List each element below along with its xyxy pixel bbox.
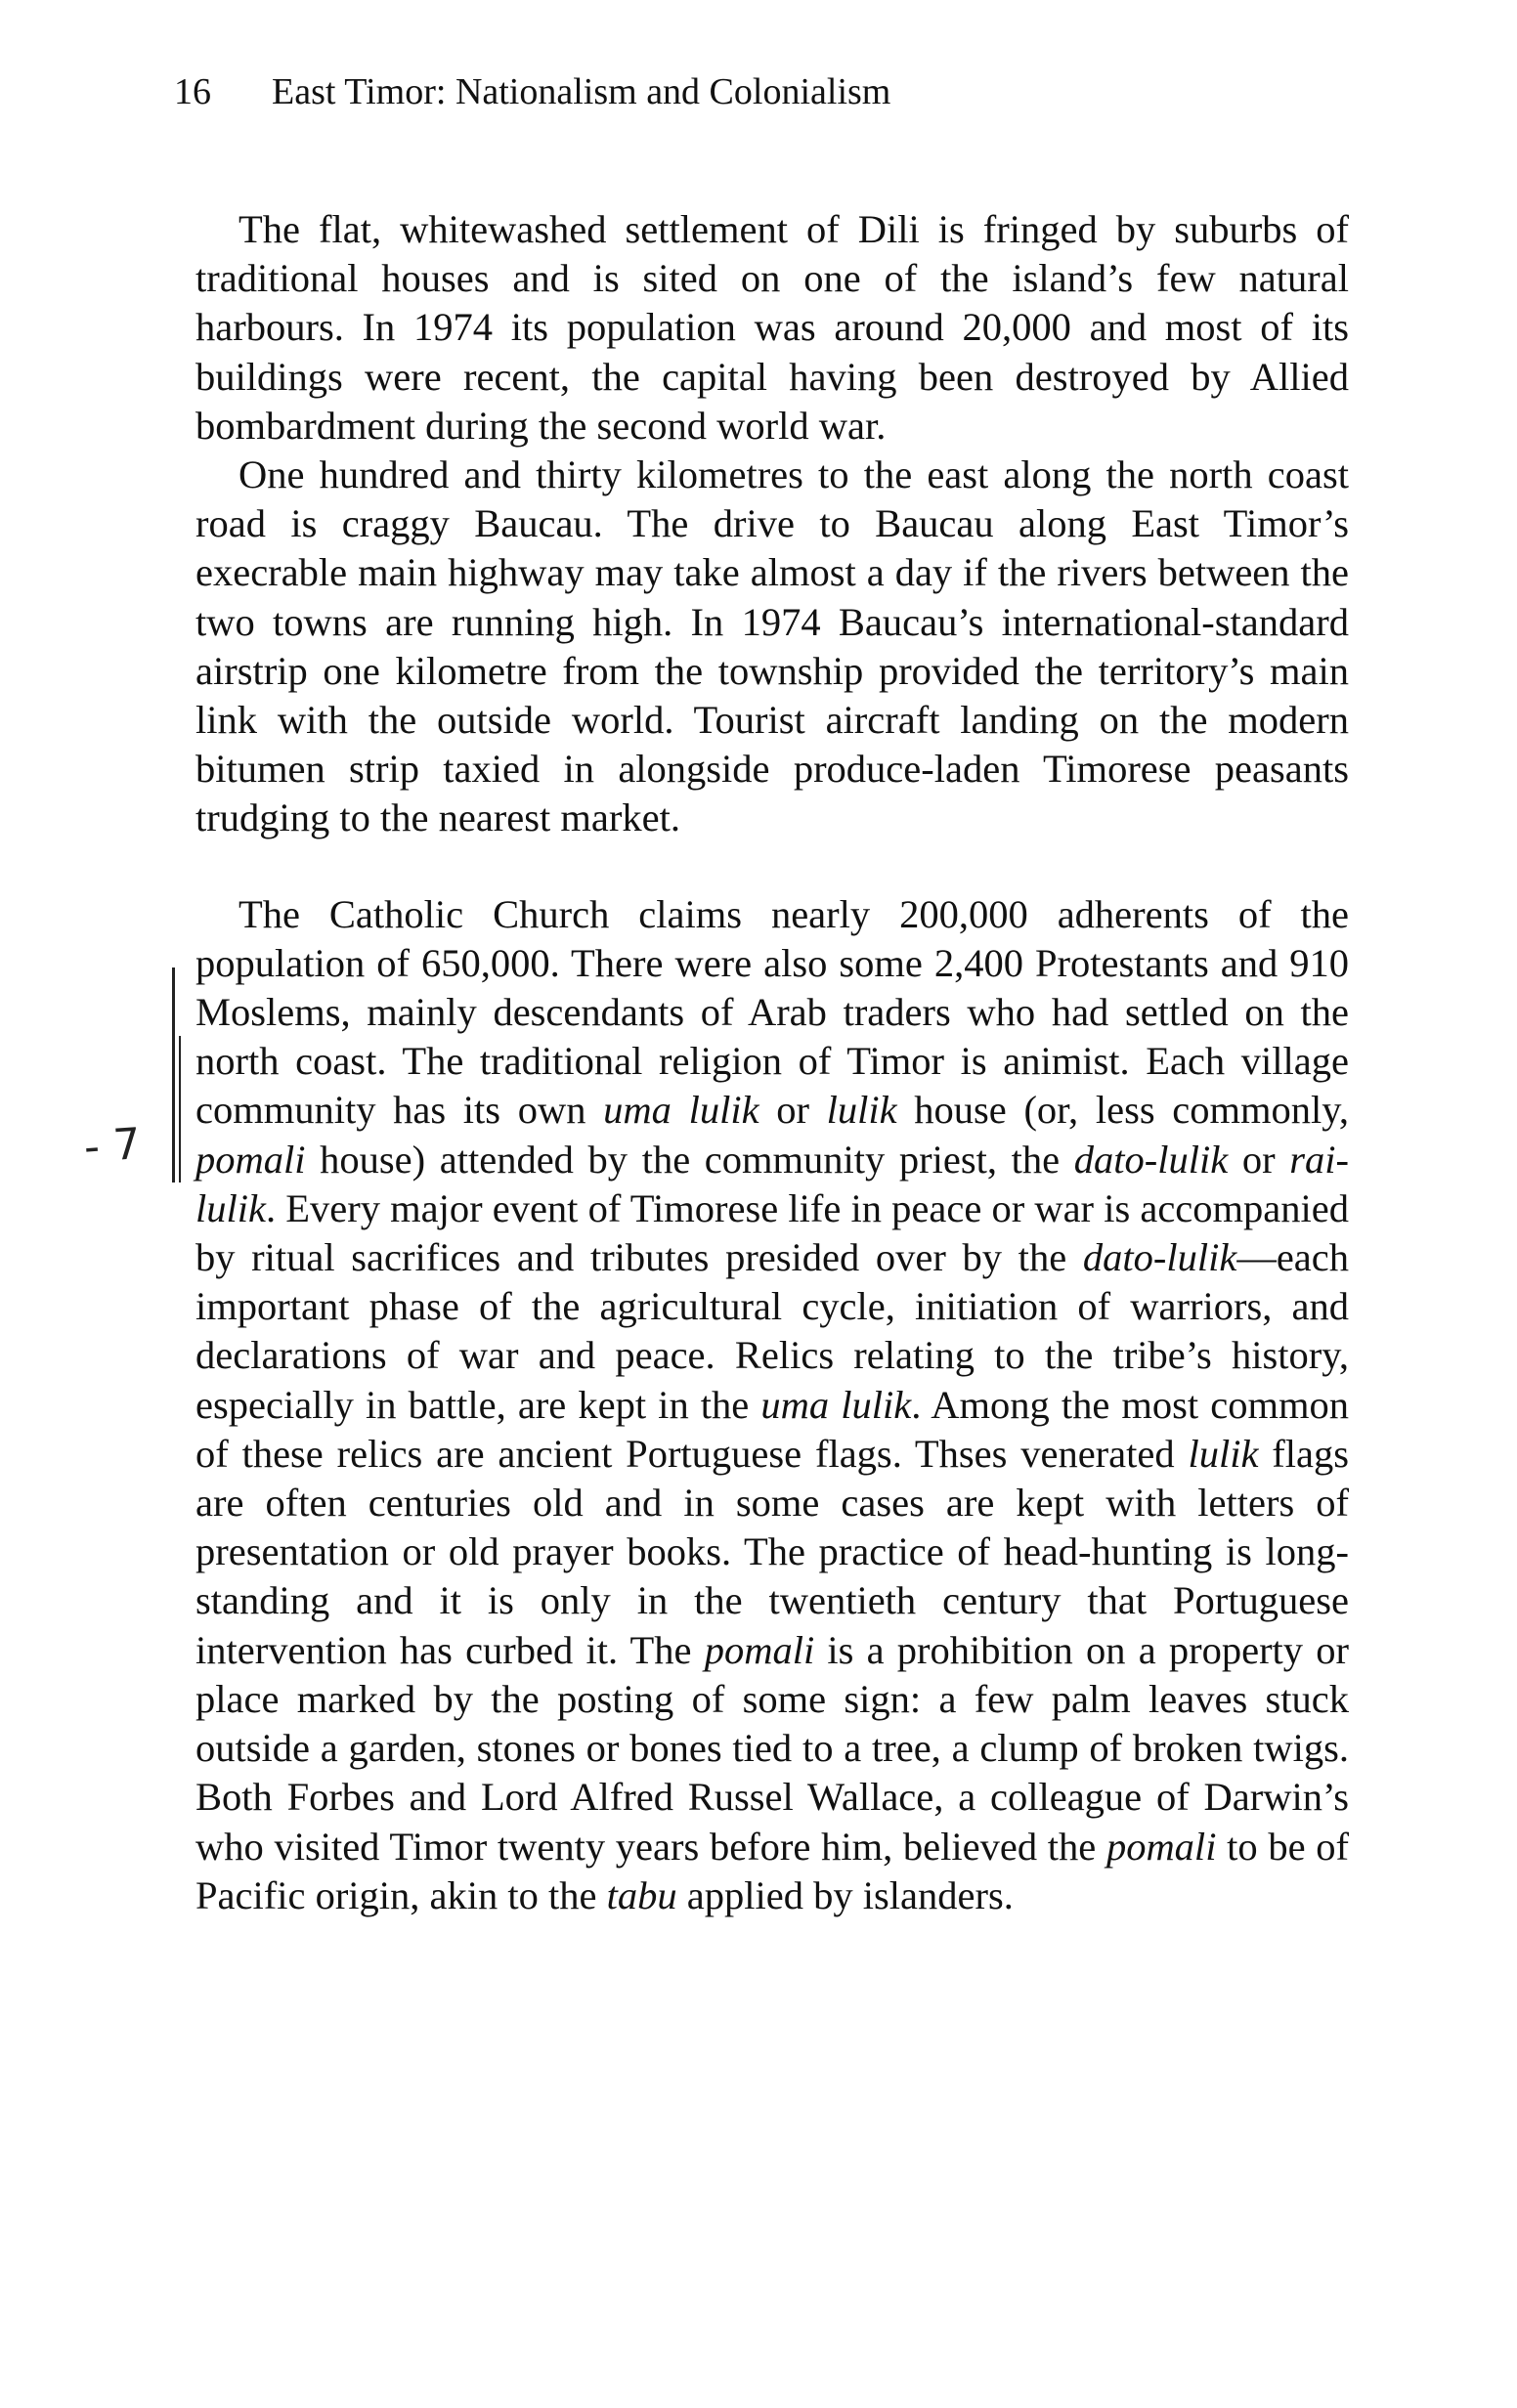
paragraph-religion (195, 890, 1349, 1920)
italic-term: rai-lulik (195, 1137, 1349, 1230)
text-run: is a prohibition on a property or place marked by the posting of some sign: a few palm leaves stuck outside a garden, stones or bones tied to a tree, a clump of broken twigs. Both Forbes and Lord Alfred Russel Wallace, a colleague of Darwin’s who visited Timor twenty years before him, believed the (195, 1627, 1349, 1869)
text-run: The Catholic Church claims nearly 200,000 adherents of the population of 650,000. There were also some 2,400 Protestants and 910 Moslems, mainly descendants of Arab traders who had settled on the north coast. The traditional religion of Timor is animist. Each village community has its own (195, 891, 1349, 1133)
italic-term: uma lulik (760, 1382, 912, 1427)
running-head (174, 68, 890, 115)
italic-term: uma lulik (603, 1088, 759, 1133)
italic-term: pomali (195, 1137, 306, 1182)
text-run: . Among the most common of these relics are ancient Portuguese flags. Thses venerated (195, 1382, 1349, 1476)
italic-term: pomali (1105, 1824, 1217, 1869)
text-run: . Every major event of Timorese life in peace or war is accompanied by ritual sacrifices and tributes presided over by the (195, 1185, 1349, 1280)
paragraph-dili: The flat, whitewashed settlement of Dili is fringed by suburbs of traditional houses and is sited on one of the island’s few natural harbours. In 1974 its population was around 20,000 and most of its buildings were recent, the capital having been destroyed by Allied bombardment during the second world war. (195, 207, 1349, 448)
italic-term: dato-lulik (1082, 1235, 1237, 1280)
italic-term: pomali (704, 1627, 815, 1672)
text-run: —each important phase of the agricultural cycle, initiation of warriors, and declarations of war and peace. Relics relating to the tribe’s history, especially in battle, are kept in the (195, 1235, 1349, 1427)
paragraph-baucau: One hundred and thirty kilometres to the east along the north coast road is craggy Baucau. The drive to Baucau along East Timor’s execrable main highway may take almost a day if the rivers between the two towns are running high. In 1974 Baucau’s international-standard airstrip one kilometre from the township provided the territory’s main link with the outside world. Tourist aircraft landing on the modern bitumen strip taxied in alongside produce-laden Timorese peasants trudging to the nearest market. (195, 452, 1349, 840)
running-title: East Timor: Nationalism and Colonialism (272, 71, 891, 112)
italic-term: lulik (1188, 1431, 1259, 1476)
body-text (195, 205, 1349, 1920)
italic-term: lulik (826, 1088, 897, 1133)
margin-rule-secondary (179, 1036, 181, 1182)
text-run: house) attended by the community priest, the (305, 1137, 1074, 1182)
handwritten-margin-note: - 7 (82, 1119, 143, 1173)
text-run: applied by islanders. (676, 1872, 1014, 1917)
text-run: or (1228, 1137, 1290, 1182)
text-run: flags are often centuries old and in some cases are kept with letters of presentation or old prayer books. The practice of head-hunting is long-standing and it is only in the twentieth century that Portuguese intervention has curbed it. The (195, 1431, 1349, 1672)
margin-rule (172, 968, 175, 1182)
text-run: or (758, 1088, 827, 1133)
page-number: 16 (174, 71, 211, 112)
italic-term: dato-lulik (1073, 1137, 1229, 1182)
italic-term: tabu (606, 1872, 677, 1917)
text-run: to be of Pacific origin, akin to the (195, 1824, 1349, 1917)
text-run: house (or, less commonly, (896, 1088, 1349, 1133)
